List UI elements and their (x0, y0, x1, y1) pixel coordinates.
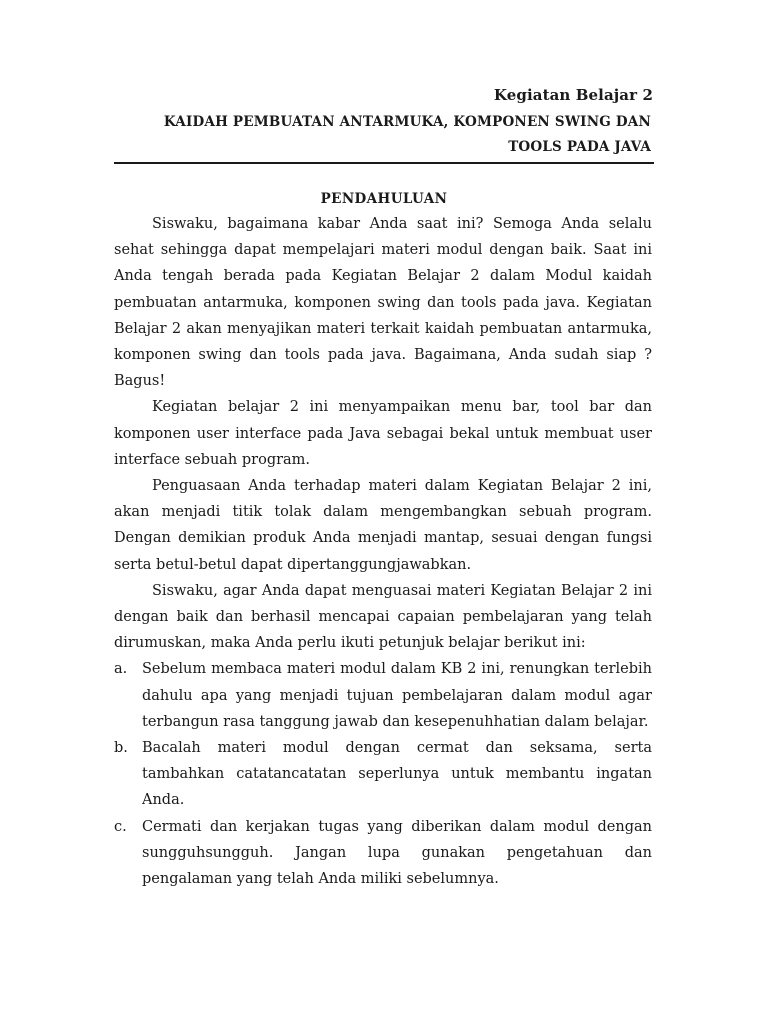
body-text (114, 211, 652, 892)
chapter-title-line-2: TOOLS PADA JAVA (508, 139, 651, 155)
header-divider (114, 162, 654, 164)
study-instructions-list (114, 656, 652, 892)
list-marker: b. (114, 740, 128, 757)
list-item-text: Cermati dan kerjakan tugas yang diberikan dalam modul dengan sungguhsungguh. Jangan lupa gunakan pengetahuan dan pengalaman yang telah Anda miliki sebelumnya. (142, 818, 652, 888)
list-marker: a. (114, 661, 128, 678)
paragraph-4: Siswaku, agar Anda dapat menguasai materi Kegiatan Belajar 2 ini dengan baik dan berhasil mencapai capaian pembelajaran yang telah dirumuskan, maka Anda perlu ikuti petunjuk belajar berikut ini: (114, 582, 652, 652)
chapter-title-line-1: KAIDAH PEMBUATAN ANTARMUKA, KOMPONEN SWING DAN (163, 114, 651, 130)
paragraph-3: Penguasaan Anda terhadap materi dalam Kegiatan Belajar 2 ini, akan menjadi titik tolak dalam mengembangkan sebuah program. Dengan demikian produk Anda menjadi mantap, sesuai dengan fungsi serta betul-betul dapat dipertanggungjawabkan. (114, 478, 652, 573)
list-item (114, 656, 652, 735)
list-item-text: Bacalah materi modul dengan cermat dan seksama, serta tambahkan catatancatatan seperlunya untuk membantu ingatan Anda. (142, 740, 652, 809)
list-item-text: Sebelum membaca materi modul dalam KB 2 ini, renungkan terlebih dahulu apa yang menjadi tujuan pembelajaran dalam modul agar terbangun rasa tanggung jawab dan kesepenuhhatian dalam belajar. (142, 661, 652, 730)
section-heading: PENDAHULUAN (320, 191, 448, 207)
list-marker: c. (114, 818, 127, 835)
list-item (114, 814, 652, 893)
paragraph-1: Siswaku, bagaimana kabar Anda saat ini? Semoga Anda selalu sehat sehingga dapat mempelajari materi modul dengan baik. Saat ini Anda tengah berada pada Kegiatan Belajar 2 dalam Modul kaidah pembuatan antarmuka, komponen swing dan tools pada java. Kegiatan Belajar 2 akan menyajikan materi terkait kaidah pembuatan antarmuka, komponen swing dan tools pada java. Bagaimana, Anda sudah siap ? Bagus! (114, 216, 652, 390)
chapter-label: Kegiatan Belajar 2 (493, 86, 653, 104)
list-item (114, 735, 652, 814)
paragraph-2: Kegiatan belajar 2 ini menyampaikan menu bar, tool bar dan komponen user interface pada Java sebagai bekal untuk membuat user interface sebuah program. (114, 399, 652, 468)
